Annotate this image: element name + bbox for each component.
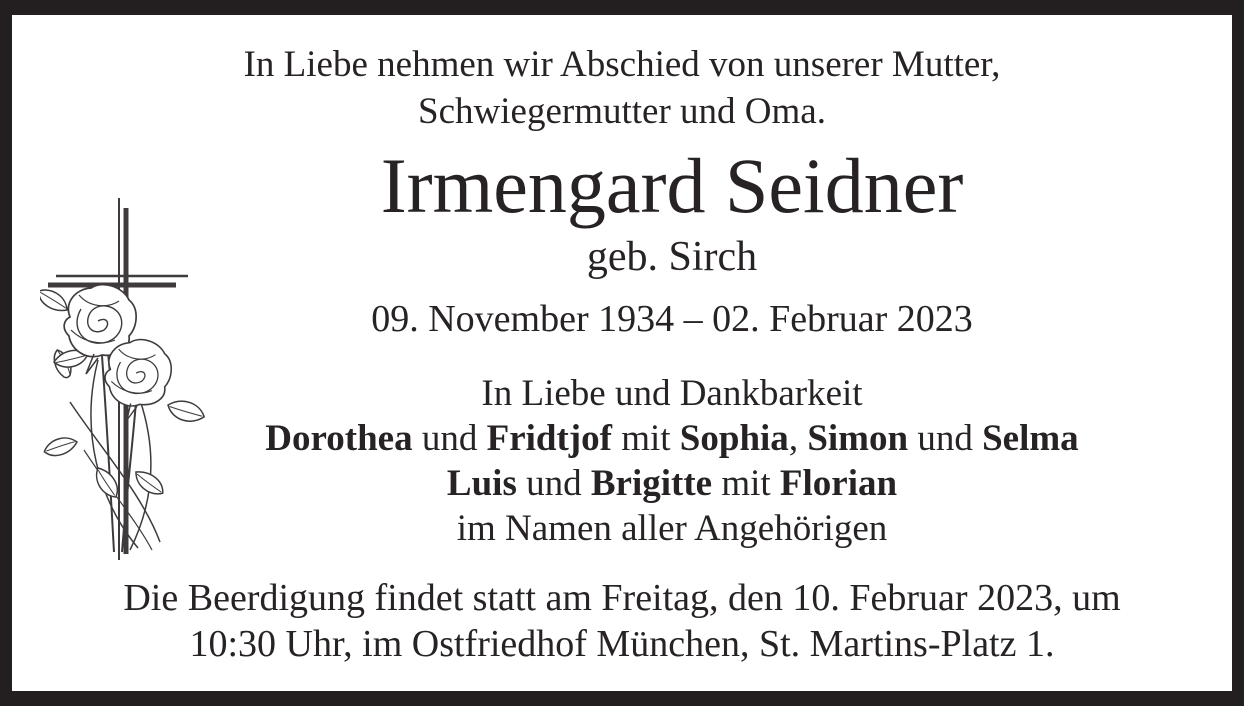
tribute-heading: In Liebe und Dankbarkeit	[481, 373, 863, 414]
life-dates: 09. November 1934 – 02. Februar 2023	[371, 298, 973, 340]
family-member-name: Selma	[982, 418, 1079, 459]
funeral-line-1: Die Beerdigung findet statt am Freitag, den 10. Februar 2023, um	[123, 577, 1121, 619]
family-member-name: Luis	[446, 463, 517, 504]
family-line-2	[142, 461, 1202, 506]
closing-line: im Namen aller Angehörigen	[456, 508, 888, 549]
birth-name: geb. Sirch	[586, 234, 758, 280]
family-member-name: Dorothea	[265, 418, 413, 459]
family-separator: ,	[788, 418, 808, 459]
funeral-line-2: 10:30 Uhr, im Ostfriedhof München, St. Martins-Platz 1.	[189, 623, 1055, 665]
family-separator: mit	[712, 463, 780, 504]
family-separator: mit	[611, 418, 680, 459]
family-separator: und	[908, 418, 983, 459]
family-member-name: Brigitte	[590, 463, 713, 504]
funeral-info	[42, 575, 1202, 667]
intro-line-2: Schwiegermutter und Oma.	[418, 91, 826, 132]
family-line-1	[142, 416, 1202, 461]
family-member-name: Sophia	[679, 418, 789, 459]
family-member-name: Fridtjof	[486, 418, 612, 459]
family-member-name: Simon	[807, 418, 909, 459]
family-member-name: Florian	[779, 463, 898, 504]
intro-line-1: In Liebe nehmen wir Abschied von unserer Mutter,	[243, 44, 1001, 85]
family-separator: und	[516, 463, 591, 504]
deceased-block	[142, 141, 1202, 551]
obituary-content	[12, 15, 1232, 667]
deceased-name: Irmengard Seidner	[380, 142, 964, 229]
intro-text	[42, 41, 1202, 135]
family-separator: und	[412, 418, 487, 459]
